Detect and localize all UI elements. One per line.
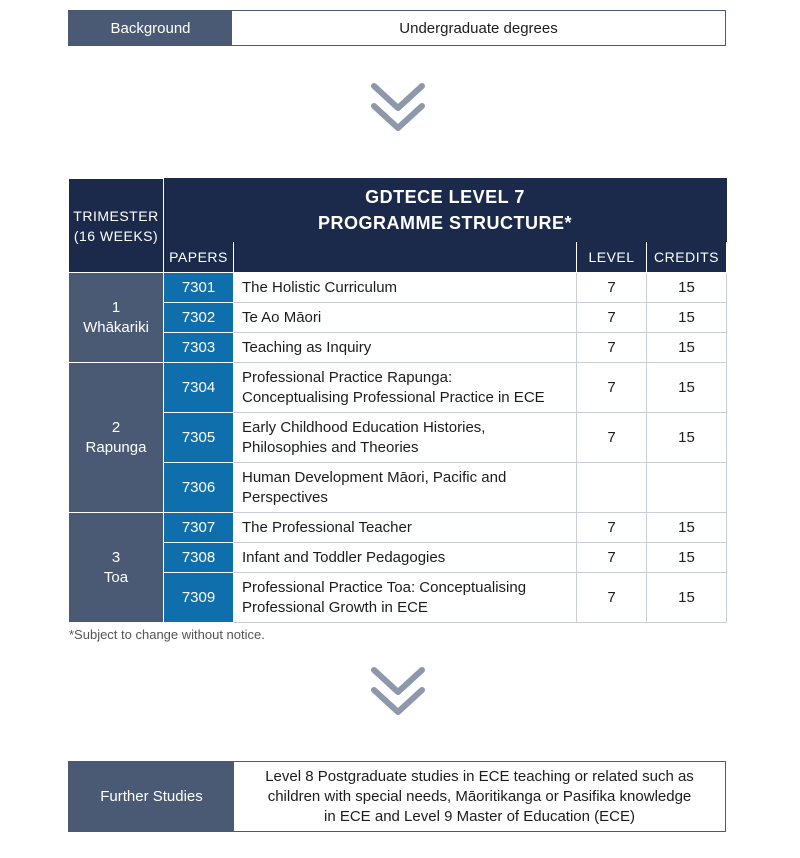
table-row [69, 303, 727, 333]
paper-credits: 15 [647, 333, 727, 363]
paper-code: 7301 [164, 273, 234, 303]
paper-credits: 15 [647, 363, 727, 413]
table-row [69, 513, 727, 543]
trimester-1-cell: 1 Whākariki [69, 273, 164, 363]
paper-code: 7305 [164, 413, 234, 463]
paper-level [577, 463, 647, 513]
paper-code: 7306 [164, 463, 234, 513]
paper-name: Early Childhood Education Histories, Philosophies and Theories [234, 413, 577, 463]
paper-code: 7304 [164, 363, 234, 413]
paper-name: Professional Practice Rapunga: Conceptualising Professional Practice in ECE [234, 363, 577, 413]
double-chevron-down-icon [368, 664, 428, 720]
paper-name: Infant and Toddler Pedagogies [234, 543, 577, 573]
paper-code: 7308 [164, 543, 234, 573]
paper-credits: 15 [647, 303, 727, 333]
papers-header: PAPERS [164, 242, 234, 273]
further-studies-box [68, 761, 726, 832]
programme-structure-table [68, 178, 727, 623]
table-row [69, 543, 727, 573]
paper-level: 7 [577, 333, 647, 363]
paper-level: 7 [577, 273, 647, 303]
table-row [69, 363, 727, 413]
table-row [69, 573, 727, 623]
paper-level: 7 [577, 413, 647, 463]
level-header: LEVEL [577, 242, 647, 273]
paper-level: 7 [577, 573, 647, 623]
paper-credits [647, 463, 727, 513]
paper-name: Teaching as Inquiry [234, 333, 577, 363]
background-value: Undergraduate degrees [232, 11, 725, 45]
table-row [69, 463, 727, 513]
paper-level: 7 [577, 363, 647, 413]
paper-name: The Professional Teacher [234, 513, 577, 543]
paper-level: 7 [577, 513, 647, 543]
paper-code: 7309 [164, 573, 234, 623]
paper-code: 7303 [164, 333, 234, 363]
paper-level: 7 [577, 543, 647, 573]
paper-credits: 15 [647, 273, 727, 303]
paper-credits: 15 [647, 513, 727, 543]
double-chevron-down-icon [368, 80, 428, 136]
further-studies-label: Further Studies [69, 762, 234, 831]
paper-code: 7302 [164, 303, 234, 333]
footnote: *Subject to change without notice. [69, 627, 265, 642]
paper-name: Human Development Māori, Pacific and Perspectives [234, 463, 577, 513]
table-subheader-row [69, 242, 727, 273]
table-row [69, 333, 727, 363]
paper-name: Professional Practice Toa: Conceptualising Professional Growth in ECE [234, 573, 577, 623]
table-title-row [69, 179, 727, 242]
paper-name: The Holistic Curriculum [234, 273, 577, 303]
further-studies-description: Level 8 Postgraduate studies in ECE teaching or related such as children with special needs, Māoritikanga or Pasifika knowledge in ECE and Level 9 Master of Education (ECE) [265, 767, 694, 825]
paper-code: 7307 [164, 513, 234, 543]
trimester-3-cell: 3 Toa [69, 513, 164, 623]
paper-credits: 15 [647, 413, 727, 463]
background-label: Background [69, 11, 232, 45]
paper-credits: 15 [647, 543, 727, 573]
trimester-header: TRIMESTER (16 WEEKS) [69, 179, 164, 273]
trimester-2-cell: 2 Rapunga [69, 363, 164, 513]
table-row [69, 273, 727, 303]
credits-header: CREDITS [647, 242, 727, 273]
paper-level: 7 [577, 303, 647, 333]
paper-credits: 15 [647, 573, 727, 623]
paper-name: Te Ao Māori [234, 303, 577, 333]
table-title: GDTECE LEVEL 7 PROGRAMME STRUCTURE* [164, 179, 727, 242]
table-row [69, 413, 727, 463]
paper-name-header [234, 242, 577, 273]
background-box [68, 10, 726, 46]
